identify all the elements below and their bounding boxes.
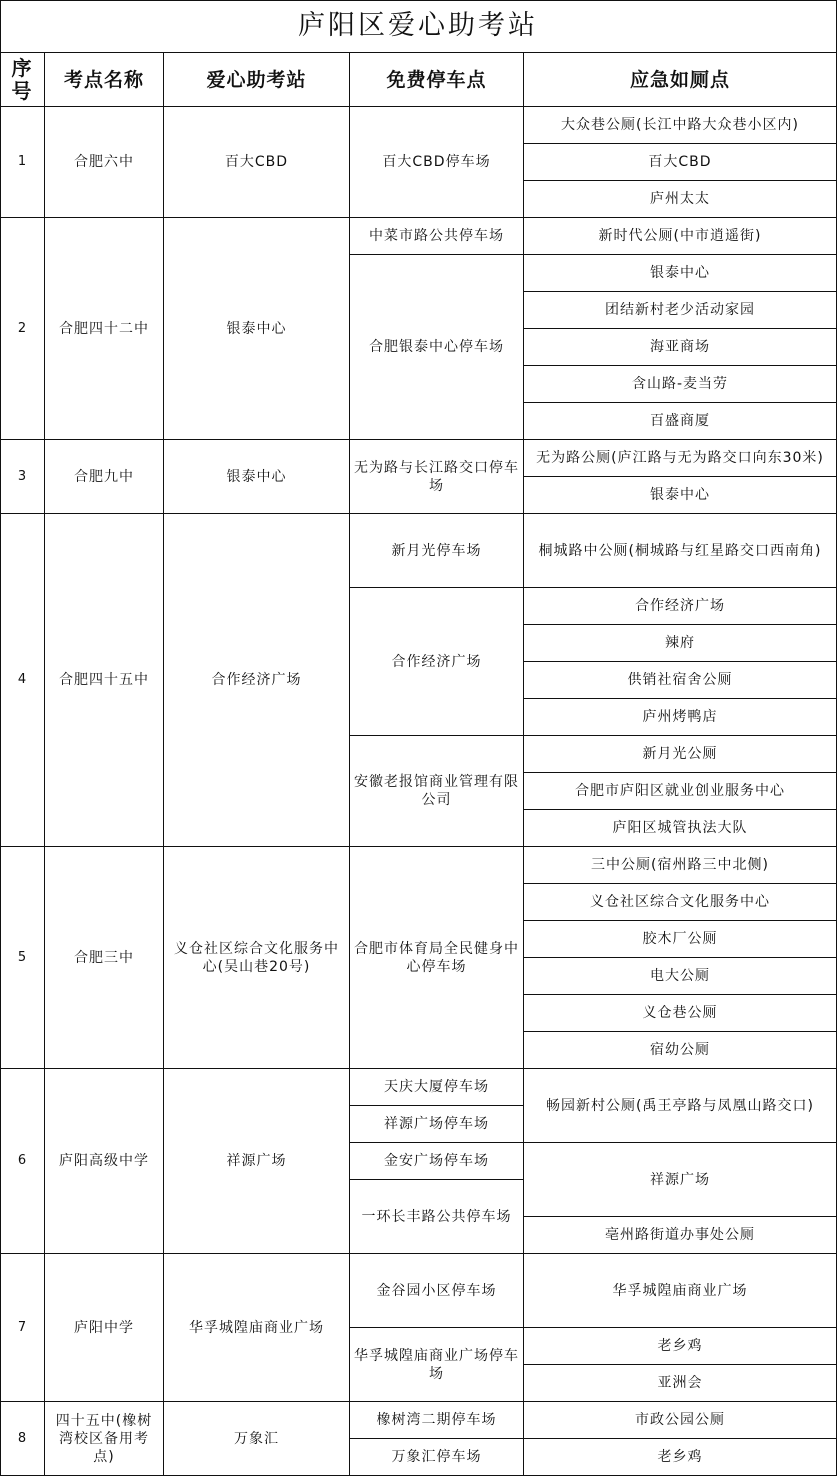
exam-site-name: 合肥三中: [45, 847, 164, 1069]
parking-spot: 一环长丰路公共停车场: [350, 1180, 524, 1254]
row-number: 5: [0, 847, 45, 1069]
parking-spot: 华孚城隍庙商业广场停车场: [350, 1328, 524, 1402]
emergency-toilet: 畅园新村公厕(禹王亭路与凤凰山路交口): [524, 1069, 837, 1143]
support-station: 华孚城隍庙商业广场: [164, 1254, 350, 1402]
exam-site-name: 四十五中(橡树湾校区备用考点): [45, 1402, 164, 1476]
emergency-toilet: 义仓社区综合文化服务中心: [524, 884, 837, 921]
emergency-toilet: 老乡鸡: [524, 1328, 837, 1365]
parking-spot: 新月光停车场: [350, 514, 524, 588]
row-number: 3: [0, 440, 45, 514]
support-station: 合作经济广场: [164, 514, 350, 847]
parking-spot: 金安广场停车场: [350, 1143, 524, 1180]
emergency-toilet: 合肥市庐阳区就业创业服务中心: [524, 773, 837, 810]
emergency-toilet: 市政公园公厕: [524, 1402, 837, 1439]
parking-spot: 万象汇停车场: [350, 1439, 524, 1476]
emergency-toilet: 银泰中心: [524, 477, 837, 514]
exam-site-name: 合肥六中: [45, 107, 164, 218]
support-station: 银泰中心: [164, 440, 350, 514]
parking-spot: 合作经济广场: [350, 588, 524, 736]
row-number: 2: [0, 218, 45, 440]
emergency-toilet: 华孚城隍庙商业广场: [524, 1254, 837, 1328]
emergency-toilet: 大众巷公厕(长江中路大众巷小区内): [524, 107, 837, 144]
emergency-toilet: 庐州烤鸭店: [524, 699, 837, 736]
row-number: 8: [0, 1402, 45, 1476]
emergency-toilet: 义仓巷公厕: [524, 995, 837, 1032]
row-number: 7: [0, 1254, 45, 1402]
emergency-toilet: 含山路-麦当劳: [524, 366, 837, 403]
emergency-toilet: 百大CBD: [524, 144, 837, 181]
emergency-toilet: 无为路公厕(庐江路与无为路交口向东30米): [524, 440, 837, 477]
emergency-toilet: 供销社宿舍公厕: [524, 662, 837, 699]
parking-spot: 安徽老报馆商业管理有限公司: [350, 736, 524, 847]
support-station: 百大CBD: [164, 107, 350, 218]
parking-spot: 无为路与长江路交口停车场: [350, 440, 524, 514]
page-title: 庐阳区爱心助考站: [0, 0, 837, 53]
exam-site-name: 合肥四十二中: [45, 218, 164, 440]
parking-spot: 合肥银泰中心停车场: [350, 255, 524, 440]
emergency-toilet: 庐阳区城管执法大队: [524, 810, 837, 847]
header-school: 考点名称: [45, 53, 164, 107]
parking-spot: 天庆大厦停车场: [350, 1069, 524, 1106]
emergency-toilet: 胶木厂公厕: [524, 921, 837, 958]
support-station: 祥源广场: [164, 1069, 350, 1254]
header-toilet: 应急如厕点: [524, 53, 837, 107]
exam-site-name: 合肥九中: [45, 440, 164, 514]
emergency-toilet: 辣府: [524, 625, 837, 662]
emergency-toilet: 宿幼公厕: [524, 1032, 837, 1069]
emergency-toilet: 老乡鸡: [524, 1439, 837, 1476]
row-number: 1: [0, 107, 45, 218]
emergency-toilet: 三中公厕(宿州路三中北侧): [524, 847, 837, 884]
emergency-toilet: 合作经济广场: [524, 588, 837, 625]
emergency-toilet: 银泰中心: [524, 255, 837, 292]
emergency-toilet: 海亚商场: [524, 329, 837, 366]
emergency-toilet: 庐州太太: [524, 181, 837, 218]
header-station: 爱心助考站: [164, 53, 350, 107]
parking-spot: 合肥市体育局全民健身中心停车场: [350, 847, 524, 1069]
emergency-toilet: 电大公厕: [524, 958, 837, 995]
emergency-toilet: 祥源广场: [524, 1143, 837, 1217]
emergency-toilet: 百盛商厦: [524, 403, 837, 440]
row-number: 4: [0, 514, 45, 847]
emergency-toilet: 亳州路街道办事处公厕: [524, 1217, 837, 1254]
support-station: 义仓社区综合文化服务中心(吴山巷20号): [164, 847, 350, 1069]
emergency-toilet: 新月光公厕: [524, 736, 837, 773]
parking-spot: 橡树湾二期停车场: [350, 1402, 524, 1439]
parking-spot: 金谷园小区停车场: [350, 1254, 524, 1328]
support-station: 万象汇: [164, 1402, 350, 1476]
support-station: 银泰中心: [164, 218, 350, 440]
parking-spot: 百大CBD停车场: [350, 107, 524, 218]
parking-spot: 中菜市路公共停车场: [350, 218, 524, 255]
header-seq: 序号: [0, 53, 45, 107]
emergency-toilet: 新时代公厕(中市逍遥街): [524, 218, 837, 255]
exam-site-name: 合肥四十五中: [45, 514, 164, 847]
header-parking: 免费停车点: [350, 53, 524, 107]
emergency-toilet: 团结新村老少活动家园: [524, 292, 837, 329]
row-number: 6: [0, 1069, 45, 1254]
parking-spot: 祥源广场停车场: [350, 1106, 524, 1143]
emergency-toilet: 亚洲会: [524, 1365, 837, 1402]
exam-site-name: 庐阳中学: [45, 1254, 164, 1402]
emergency-toilet: 桐城路中公厕(桐城路与红星路交口西南角): [524, 514, 837, 588]
exam-site-name: 庐阳高级中学: [45, 1069, 164, 1254]
